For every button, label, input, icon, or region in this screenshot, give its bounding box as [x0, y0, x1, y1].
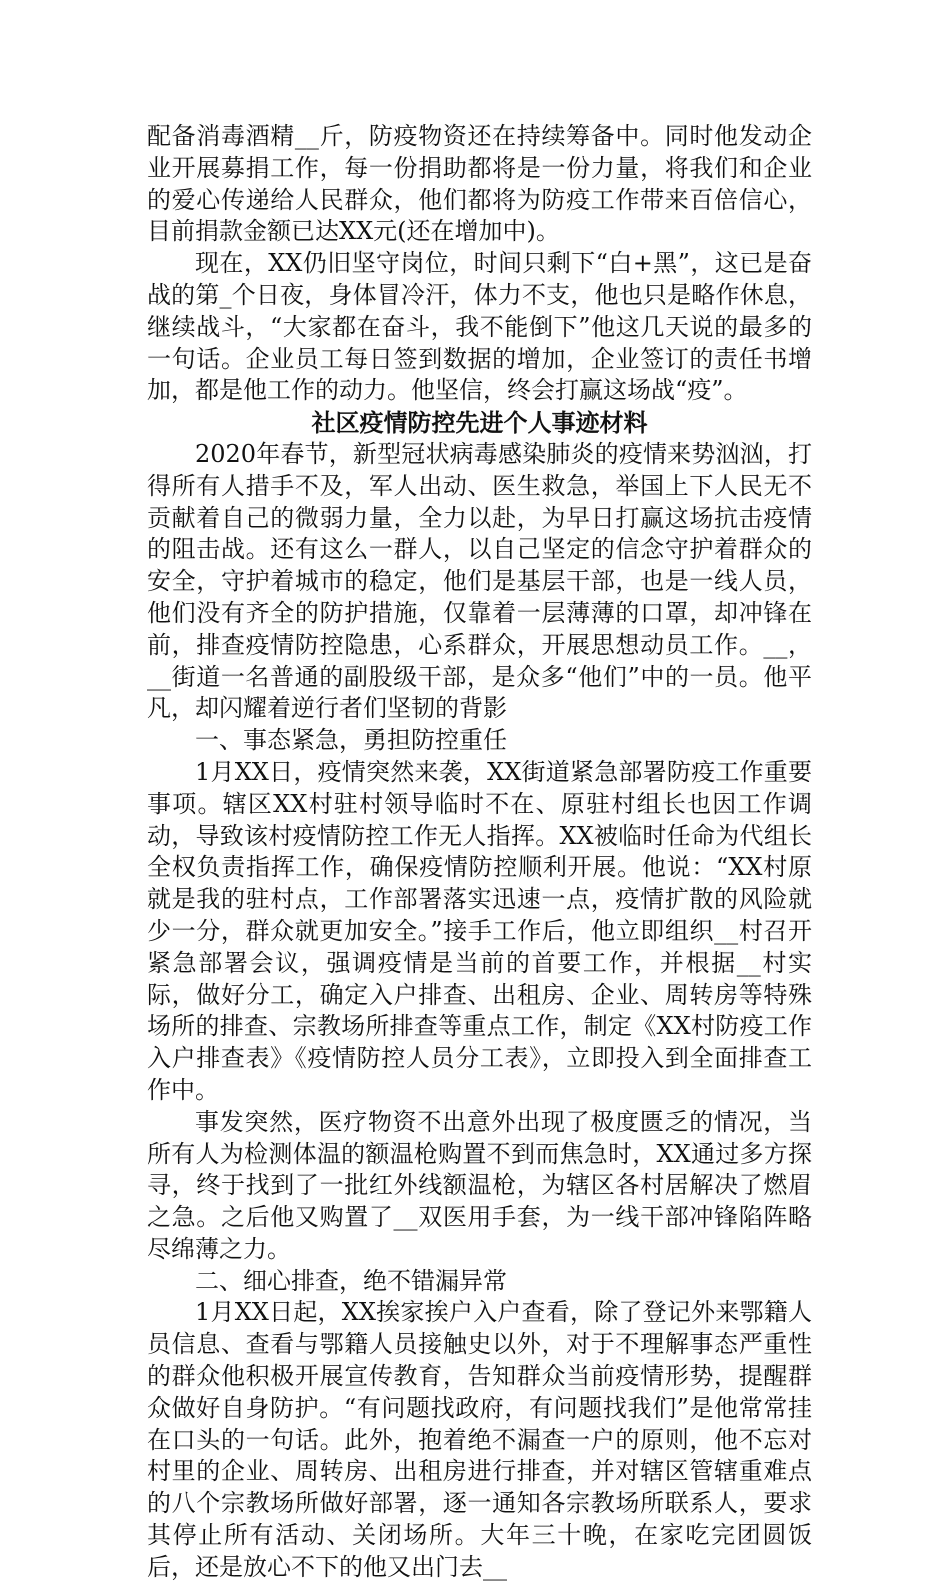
paragraph-donation: 配备消毒酒精__斤，防疫物资还在持续筹备中。同时他发动企业开展募捐工作，每一份捐助都将是一份力量，将我们和企业的爱心传递给人民群众，他们都将为防疫工作带来百倍信心，目前捐款金额已达XX元(还在增加中)。: [147, 122, 812, 246]
paragraph-section2-inspection: 1月XX日起，XX挨家挨户入户查看，除了登记外来鄂籍人员信息、查看与鄂籍人员接触史以外，对于不理解事态严重性的群众他积极开展宣传教育，告知群众当前疫情形势，提醒群众做好自身防护。“有问题找政府，有问题找我们”是他常常挂在口头的一句话。此外，抱着绝不漏查一户的原则，他不忘对村里的企业、周转房、出租房进行排查，并对辖区管辖重难点的八个宗教场所做好部署，逐一通知各宗教场所联系人，要求其停止所有活动、关闭场所。大年三十晚，在家吃完团圆饭后，还是放心不下的他又出门去__: [147, 1298, 812, 1581]
section-heading-2: 二、细心排查，绝不错漏异常: [195, 1266, 507, 1295]
paragraph-section1-deployment: 1月XX日，疫情突然来袭，XX街道紧急部署防疫工作重要事项。辖区XX村驻村领导临时不在、原驻村组长也因工作调动，导致该村疫情防控工作无人指挥。XX被临时任命为代组长全权负责指挥工作，确保疫情防控顺利开展。他说：“XX村原就是我的驻村点，工作部署落实迅速一点，疫情扩散的风险就少一分，群众就更加安全。”接手工作后，他立即组织__村召开紧急部署会议，强调疫情是当前的首要工作，并根据__村实际，做好分工，确定入户排查、出租房、企业、周转房等特殊场所的排查、宗教场所排查等重点工作，制定《XX村防疫工作入户排查表》《疫情防控人员分工表》，立即投入到全面排查工作中。: [147, 757, 812, 1104]
paragraph-section1-supplies: 事发突然，医疗物资不出意外出现了极度匮乏的情况，当所有人为检测体温的额温枪购置不到而焦急时，XX通过多方探寻，终于找到了一批红外线额温枪，为辖区各村居解决了燃眉之急。之后他又购置了__双医用手套，为一线干部冲锋陷阵略尽绵薄之力。: [147, 1107, 812, 1263]
document-title: 社区疫情防控先进个人事迹材料: [311, 408, 648, 438]
paragraph-intro: 2020年春节，新型冠状病毒感染肺炎的疫情来势汹汹，打得所有人措手不及，军人出动、医生救急，举国上下人民无不贡献着自己的微弱力量，全力以赴，为早日打赢这场抗击疫情的阻击战。还有这么一群人，以自己坚定的信念守护着群众的安全，守护着城市的稳定，他们是基层干部，也是一线人员，他们没有齐全的防护措施，仅靠着一层薄薄的口罩，却冲锋在前，排查疫情防控隐患，心系群众，开展思想动员工作。__，__街道一名普通的副股级干部，是众多“他们”中的一员。他平凡，却闪耀着逆行者们坚韧的背影: [147, 439, 812, 723]
section-heading-1: 一、事态紧急，勇担防控重任: [195, 726, 507, 755]
document-page: [147, 121, 812, 1584]
paragraph-still-on-duty: 现在，XX仍旧坚守岗位，时间只剩下“白+黑”，这已是奋战的第_个日夜，身体冒冷汗，体力不支，他也只是略作休息，继续战斗，“大家都在奋斗，我不能倒下”他这几天说的最多的一句话。企业员工每日签到数据的增加，企业签订的责任书增加，都是他工作的动力。他坚信，终会打赢这场战“疫”。: [147, 249, 812, 405]
